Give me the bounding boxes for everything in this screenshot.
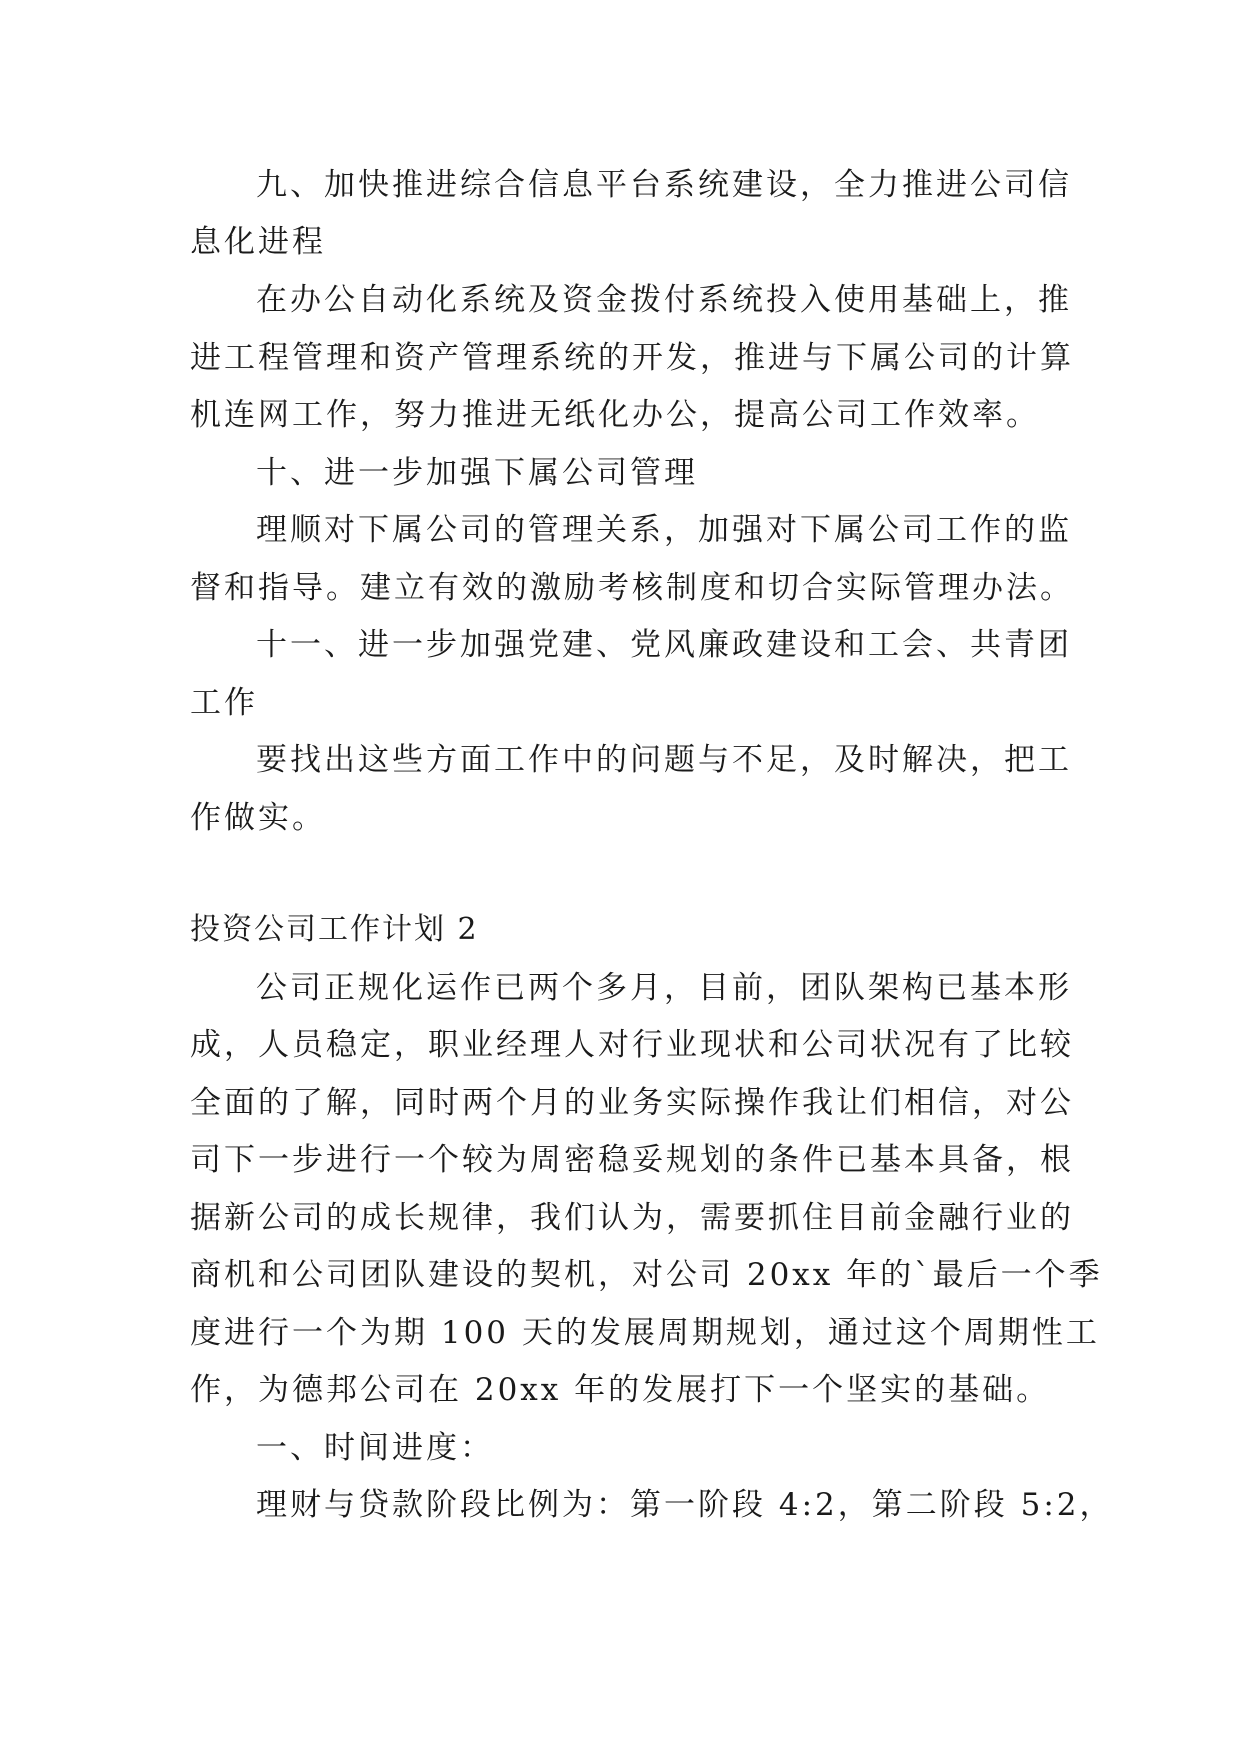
intro-line-7: 度进行一个为期 100 天的发展周期规划，通过这个周期性工: [190, 1315, 1100, 1351]
heading-nine-line-1: 九、加快推进综合信息平台系统建设，全力推进公司信: [256, 167, 1072, 203]
para-eleven-line-1: 要找出这些方面工作中的问题与不足，及时解决，把工: [256, 742, 1072, 778]
para-ratio-line: 理财与贷款阶段比例为：第一阶段 4:2，第二阶段 5:2，: [256, 1487, 1114, 1523]
para-nine-line-2: 进工程管理和资产管理系统的开发，推进与下属公司的计算: [190, 340, 1074, 376]
para-ten-line-1: 理顺对下属公司的管理关系，加强对下属公司工作的监: [256, 512, 1072, 548]
intro-line-6: 商机和公司团队建设的契机，对公司 20xx 年的`最后一个季: [190, 1257, 1103, 1293]
para-ten-line-2: 督和指导。建立有效的激励考核制度和切合实际管理办法。: [190, 570, 1074, 606]
heading-nine-line-2: 息化进程: [190, 224, 326, 260]
intro-line-1: 公司正规化运作已两个多月，目前，团队架构已基本形: [256, 970, 1072, 1006]
para-eleven-line-2: 作做实。: [190, 800, 326, 836]
heading-time-progress: 一、时间进度：: [256, 1430, 494, 1466]
intro-line-4: 司下一步进行一个较为周密稳妥规划的条件已基本具备，根: [190, 1142, 1074, 1178]
intro-line-3: 全面的了解，同时两个月的业务实际操作我让们相信，对公: [190, 1085, 1074, 1121]
heading-eleven-line-1: 十一、进一步加强党建、党风廉政建设和工会、共青团: [256, 627, 1072, 663]
intro-line-5: 据新公司的成长规律，我们认为，需要抓住目前金融行业的: [190, 1200, 1074, 1236]
heading-eleven-line-2: 工作: [190, 685, 258, 721]
intro-line-8: 作，为德邦公司在 20xx 年的发展打下一个坚实的基础。: [190, 1372, 1051, 1408]
intro-line-2: 成，人员稳定，职业经理人对行业现状和公司状况有了比较: [190, 1027, 1074, 1063]
section-title: 投资公司工作计划 2: [190, 912, 479, 947]
para-nine-line-3: 机连网工作，努力推进无纸化办公，提高公司工作效率。: [190, 397, 1040, 433]
para-nine-line-1: 在办公自动化系统及资金拨付系统投入使用基础上，推: [256, 282, 1072, 318]
heading-ten: 十、进一步加强下属公司管理: [256, 455, 698, 491]
